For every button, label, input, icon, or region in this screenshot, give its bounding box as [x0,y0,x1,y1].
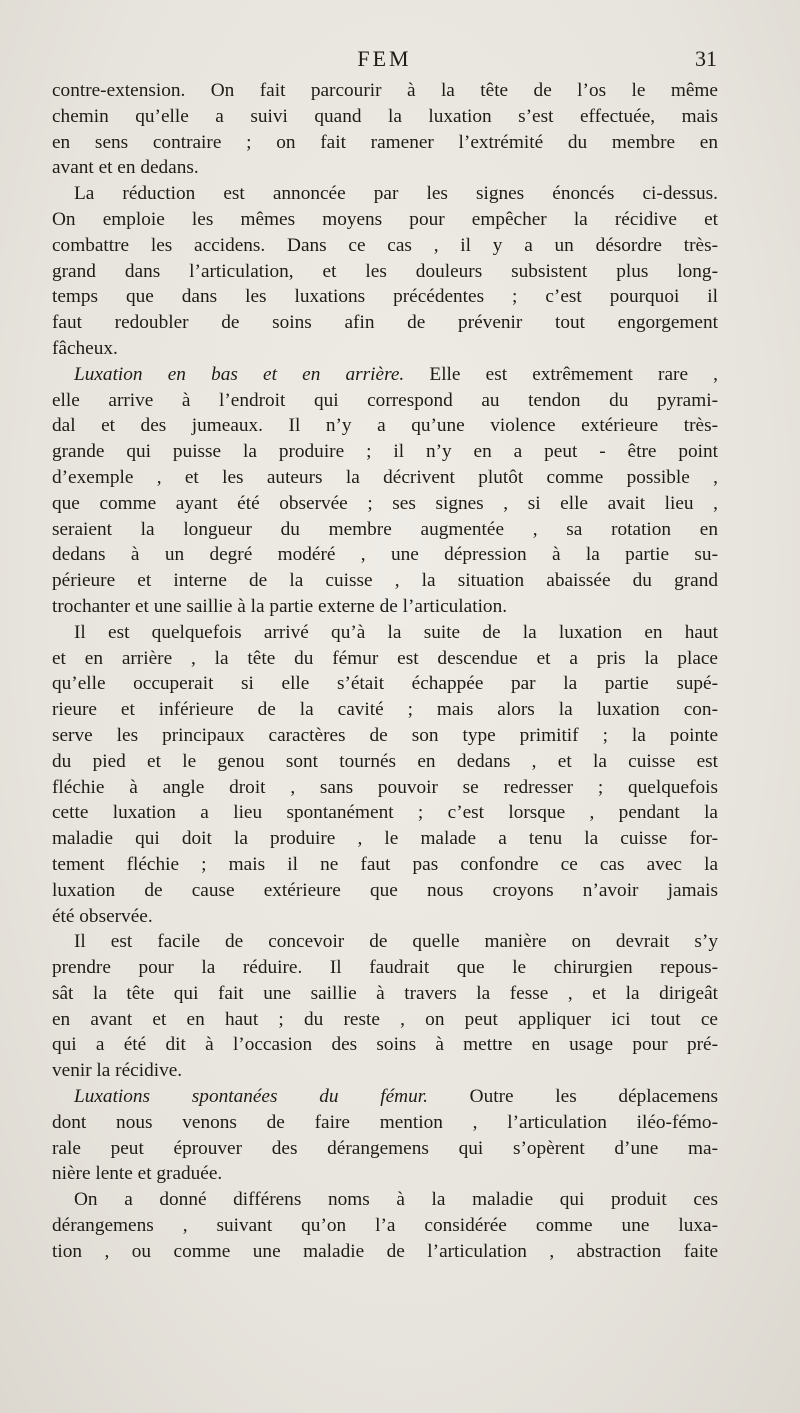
text-line: nière lente et graduée. [52,1163,223,1185]
text-line: On emploie les mêmes moyens pour empêcher la récidive et [52,208,718,230]
running-title: FEM [357,46,412,71]
body-text [52,78,718,1265]
text-line: grand dans l’articulation, et les douleurs subsistent plus long- [52,260,718,282]
text-line: venir la récidive. [52,1060,183,1082]
text-line: fléchie à angle droit , sans pouvoir se redresser ; quelquefois [52,776,718,798]
text-line: Il est facile de concevoir de quelle manière on devrait s’y [74,931,718,953]
text-line: et en arrière , la tête du fémur est descendue et a pris la place [52,647,718,669]
text-line: sât la tête qui fait une saillie à travers la fesse , et la dirigeât [52,982,718,1004]
running-header [52,46,717,78]
text-run: Outre les déplacemens [427,1086,718,1108]
text-line: dedans à un degré modéré , une dépression à la partie su- [52,544,718,566]
text-line: d’exemple , et les auteurs la décrivent plutôt comme possible , [52,466,718,488]
paragraph [52,1187,718,1264]
text-line: prendre pour la réduire. Il faudrait que le chirurgien repous- [52,957,718,979]
text-line: en sens contraire ; on fait ramener l’extrémité du membre en [52,131,718,153]
text-line: qu’elle occuperait si elle s’était échappée par la partie supé- [52,673,718,695]
text-line: serve les principaux caractères de son type primitif ; la pointe [52,724,718,746]
text-line: dont nous venons de faire mention , l’articulation iléo-fémo- [52,1111,718,1133]
text-line: en avant et en haut ; du reste , on peut appliquer ici tout ce [52,1008,718,1030]
section-heading: Luxation en bas et en arrière. [74,363,405,385]
text-line: dérangemens , suivant qu’on l’a considérée comme une luxa- [52,1215,718,1237]
text-line: combattre les accidens. Dans ce cas , il y a un désordre très- [52,234,718,256]
paragraph [52,929,718,1084]
paragraph [52,181,718,362]
text-line: Il est quelquefois arrivé qu’à la suite de la luxation en haut [74,621,718,643]
page-number: 31 [695,46,717,71]
text-line: chemin qu’elle a suivi quand la luxation s’est effectuée, mais [52,105,718,127]
text-line: temps que dans les luxations précédentes ; c’est pourquoi il [52,286,718,308]
text-line: avant et en dedans. [52,157,199,179]
paragraph [52,78,718,181]
text-line: luxation de cause extérieure que nous croyons n’avoir jamais [52,879,718,901]
text-line: dal et des jumeaux. Il n’y a qu’une violence extérieure très- [52,415,718,437]
text-line: trochanter et une saillie à la partie externe de l’articulation. [52,595,508,617]
text-line: du pied et le genou sont tournés en dedans , et la cuisse est [52,750,718,772]
text-line: faut redoubler de soins afin de prévenir tout engorgement [52,312,718,334]
text-line: On a donné différens noms à la maladie qui produit ces [74,1189,718,1211]
text-line [52,362,718,388]
text-line: tement fléchie ; mais il ne faut pas confondre ce cas avec la [52,853,718,875]
text-line: elle arrive à l’endroit qui correspond au tendon du pyrami- [52,389,718,411]
text-line: été observée. [52,905,153,927]
paragraph [52,620,718,930]
text-line: grande qui puisse la produire ; il n’y en a peut - être point [52,441,718,463]
text-line: seraient la longueur du membre augmentée , sa rotation en [52,518,718,540]
text-run: Elle est extrêmement rare , [404,363,718,385]
text-line: cette luxation a lieu spontanément ; c’est lorsque , pendant la [52,802,718,824]
text-line: que comme ayant été observée ; ses signes , si elle avait lieu , [52,492,718,514]
text-line: rale peut éprouver des dérangemens qui s’opèrent d’une ma- [52,1137,718,1159]
text-line: périeure et interne de la cuisse , la situation abaissée du grand [52,570,718,592]
text-line: fâcheux. [52,337,118,359]
text-line [52,1084,718,1110]
text-line: tion , ou comme une maladie de l’articulation , abstraction faite [52,1240,718,1262]
paragraph [52,1084,718,1187]
text-line: rieure et inférieure de la cavité ; mais alors la luxation con- [52,699,718,721]
text-line: qui a été dit à l’occasion des soins à mettre en usage pour pré- [52,1034,718,1056]
text-line: contre-extension. On fait parcourir à la tête de l’os le même [52,80,718,101]
paragraph [52,362,718,620]
section-heading: Luxations spontanées du fémur. [74,1086,428,1108]
text-line: La réduction est annoncée par les signes énoncés ci-dessus. [74,183,718,205]
text-line: maladie qui doit la produire , le malade a tenu la cuisse for- [52,828,718,850]
